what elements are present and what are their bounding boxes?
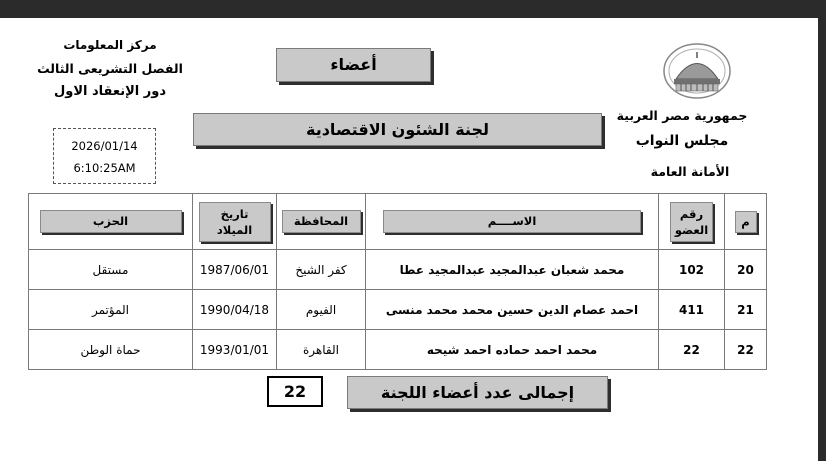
table-header-row (29, 194, 767, 250)
header-birth-date-label (199, 202, 271, 242)
parliament-label: مجلس النواب (635, 133, 729, 149)
header-birth-date (193, 194, 277, 250)
print-time: 6:10:25AM (73, 161, 136, 175)
cell-party: مستقل (29, 250, 193, 290)
cell-name: احمد عصام الدين حسين محمد محمد منسى (366, 290, 659, 330)
cell-member-no: 22 (659, 330, 725, 370)
header-governorate (277, 194, 366, 250)
table-row (29, 330, 767, 370)
secretariat-label: الأمانة العامة (650, 164, 730, 179)
cell-index: 21 (725, 290, 767, 330)
header-birth-line2: الميلاد (216, 222, 253, 237)
header-governorate-label: المحافظة (282, 210, 361, 233)
info-block (10, 34, 210, 103)
republic-label: جمهورية مصر العربية (616, 108, 748, 123)
header-party (29, 194, 193, 250)
header-member-no-label (670, 202, 713, 242)
cell-birth-date: 1990/04/18 (193, 290, 277, 330)
cell-birth-date: 1993/01/01 (193, 330, 277, 370)
header-name (366, 194, 659, 250)
header-index-label: م (735, 211, 757, 233)
header-index (725, 194, 767, 250)
cell-name: محمد شعبان عبدالمجيد عبدالمجيد عطا (366, 250, 659, 290)
committee-name: لجنة الشئون الاقتصادية (193, 113, 602, 146)
cell-governorate: كفر الشيخ (277, 250, 366, 290)
cell-member-no: 102 (659, 250, 725, 290)
cell-name: محمد احمد حماده احمد شيحه (366, 330, 659, 370)
total-members-value: 22 (267, 376, 323, 407)
cell-governorate: الفيوم (277, 290, 366, 330)
cell-birth-date: 1987/06/01 (193, 250, 277, 290)
header-member-no-line1: رقم (679, 206, 704, 221)
header-name-label: الاســــم (383, 210, 641, 233)
cell-governorate: القاهرة (277, 330, 366, 370)
window-right-bar (818, 0, 826, 461)
cell-party: حماة الوطن (29, 330, 193, 370)
legislative-term-label: الفصل التشريعى الثالث (37, 61, 183, 76)
header-member-no (659, 194, 725, 250)
cell-index: 22 (725, 330, 767, 370)
window-top-bar (0, 0, 826, 18)
info-center-label: مركز المعلومات (63, 38, 157, 52)
cell-member-no: 411 (659, 290, 725, 330)
parliament-dome-emblem-icon (662, 42, 732, 100)
print-datetime-box (53, 128, 156, 184)
members-title: أعضاء (276, 48, 431, 82)
table-row (29, 250, 767, 290)
header-member-no-line2: العضو (674, 222, 709, 237)
members-table (28, 193, 767, 370)
total-members-label: إجمالى عدد أعضاء اللجنة (347, 376, 608, 409)
header-party-label: الحزب (40, 210, 182, 233)
session-label: دور الإنعقاد الاول (53, 84, 167, 99)
print-date: 2026/01/14 (71, 139, 138, 153)
cell-party: المؤتمر (29, 290, 193, 330)
cell-index: 20 (725, 250, 767, 290)
header-birth-line1: تاريخ (220, 206, 249, 221)
table-row (29, 290, 767, 330)
